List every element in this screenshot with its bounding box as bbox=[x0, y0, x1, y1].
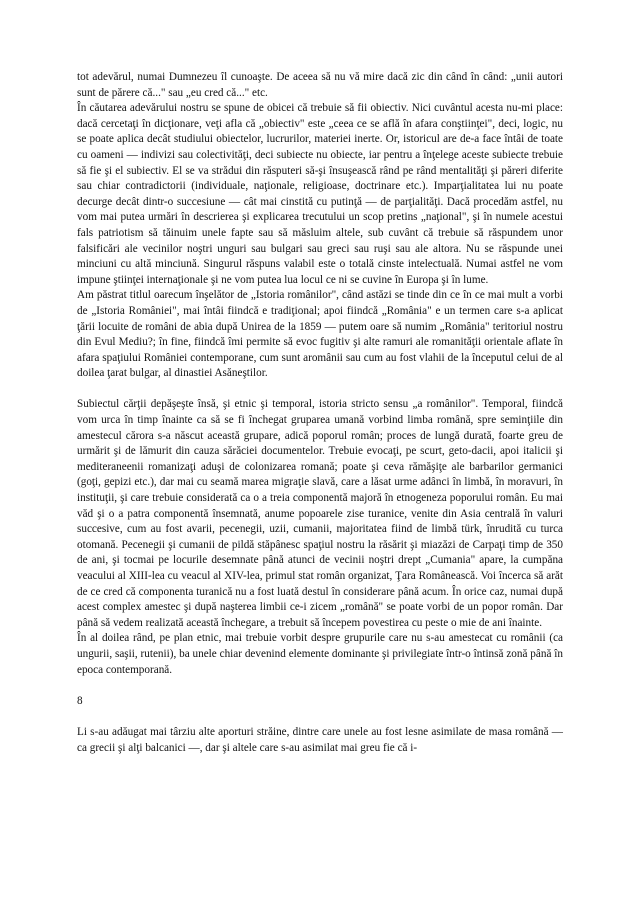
paragraph-2: În căutarea adevărului nostru se spune de obicei că trebuie să fii obiectiv. Nici cuvântul acesta nu-mi place: dacă cercetaţi în dicţionare, veţi afla că „obiectiv" este „ceea ce se află în afara conştiinţei", deci, logic, nu se poate aplica decât studiului obiectelor, lucrurilor, materiei inerte. Or, istoricul are de-a face întâi de toate cu oameni — indivizi sau colectivităţi, deci subiecte nu obiecte, iar pentru a înţelege aceste subiecte trebuie să fie şi el subiectiv. El se va strădui din răsputeri să-şi însuşească rând pe rând mentalităţi şi păreri diferite sau chiar contradictorii (individuale, naţionale, religioase, doctrinare etc.). Imparţialitatea lui nu poate decurge decât dintr-o succesiune — cât mai cinstită cu putinţă — de parţialităţi. Dacă procedăm astfel, nu vom mai putea urmări în descrierea şi explicarea trecutului un scop pretins „naţional", şi în numele acestui fals patriotism să tăinuim unele fapte sau să măsluim altele, sub cuvânt că trebuie să răspundem unor falsificări ale vecinilor noştri unguri sau bulgari sau greci sau ruşi sau ale altora. Nu se răspunde unei minciuni cu altă minciună. Singurul răspuns valabil este o totală cinste intelectuală. Numai astfel ne vom impune ştiinţei internaţionale şi ne vom putea lua locul ce ni se cuvine în Europa şi în lume. bbox=[77, 102, 563, 286]
paragraph-gap bbox=[77, 678, 563, 694]
paragraph-3: Am păstrat titlul oarecum înşelător de „Istoria românilor", când astăzi se tinde din ce în ce mai mult a vorbi de „Istoria României", mai întâi fiindcă e tradiţional; apoi fiindcă „România" e un termen care s-a aplicat ţării locuite de români de abia după Unirea de la 1859 — putem oare să numim „România" teritoriul nostru din Evul Mediu?; în fine, fiindcă îmi permite să evoc fugitiv şi alte ramuri ale romanităţii orientale aflate în afara spaţiului României contemporane, cum sunt aromânii sau cum au fost vlahii de la începutul celui de al doilea ţarat bulgar, al dinastiei Asăneştilor. bbox=[77, 289, 563, 380]
paragraph-continuation: Li s-au adăugat mai târziu alte aporturi străine, dintre care unele au fost lesne asimilate de masa română — ca grecii şi alţi balcanici —, dar şi altele care s-au asimilat mai greu fie că i- bbox=[77, 725, 563, 754]
paragraph-5: În al doilea rând, pe plan etnic, mai trebuie vorbit despre grupurile care nu s-au amestecat cu românii (ca ungurii, saşii, rutenii), ba unele chiar devenind elemente dominante şi privilegiate într-o întinsă zonă până în epoca contemporană. bbox=[77, 632, 563, 676]
paragraph-4: Subiectul cărţii depăşeşte însă, şi etnic şi temporal, istoria stricto sensu „a românilor". Temporal, fiindcă vom urca în timp înainte ca să se fi închegat gruparea umană vorbind limba română, spre seminţiile din amestecul cărora s-a născut această grupare, adică poporul român; proces de lungă durată, foarte greu de urmărit şi de lămurit din cauza sărăciei documentelor. Trebuie evocaţi, pe scurt, geto-dacii, apoi italicii şi mediteraneenii romanizaţi aduşi de colonizarea romană; poate şi ceva rămăşiţe ale barbarilor germanici (goţi, gepizi etc.), dar mai cu seamă marea migraţie slavă, care a lăsat urme adânci în limbă, în moravuri, în instituţii, şi care trebuie considerată ca o a treia componentă majoră în etnogeneza poporului român. Eu mai văd şi o a patra componentă însemnată, anume popoarele zise turanice, venite din Asia centrală în valuri succesive, cum au fost avarii, pecenegii, uzii, cumanii, majoritatea fiind de limbă türk, înrudită cu turca otomană. Pecenegii şi cumanii de pildă stăpânesc spaţiul nostru la răsărit şi miazăzi de Carpaţi timp de 350 de ani, şi tocmai pe locurile desemnate până atunci de vecinii noştri drept „Cumania" apare, la cumpăna veacului al XIII-lea cu veacul al XIV-lea, primul stat român organizat, Ţara Românească. Voi încerca să arăt de ce cred că componenta turanică nu a fost luată destul în considerare până acum. În orice caz, numai după acest complex amestec şi după naşterea limbii ce-i zicem „română" se poate vorbi de un popor român. Dar până să vedem realizată această închegare, a trebuit să începem povestirea cu peste o mie de ani înainte. bbox=[77, 398, 563, 629]
paragraph-gap bbox=[77, 709, 563, 725]
paragraph-gap bbox=[77, 382, 563, 398]
page-number: 8 bbox=[77, 694, 83, 707]
paragraph-1: tot adevărul, numai Dumnezeu îl cunoaşte. De aceea să nu vă mire dacă zic din când în când: „unii autori sunt de părere că..." sau „eu cred că..." etc. bbox=[77, 71, 563, 99]
document-page bbox=[77, 70, 563, 756]
